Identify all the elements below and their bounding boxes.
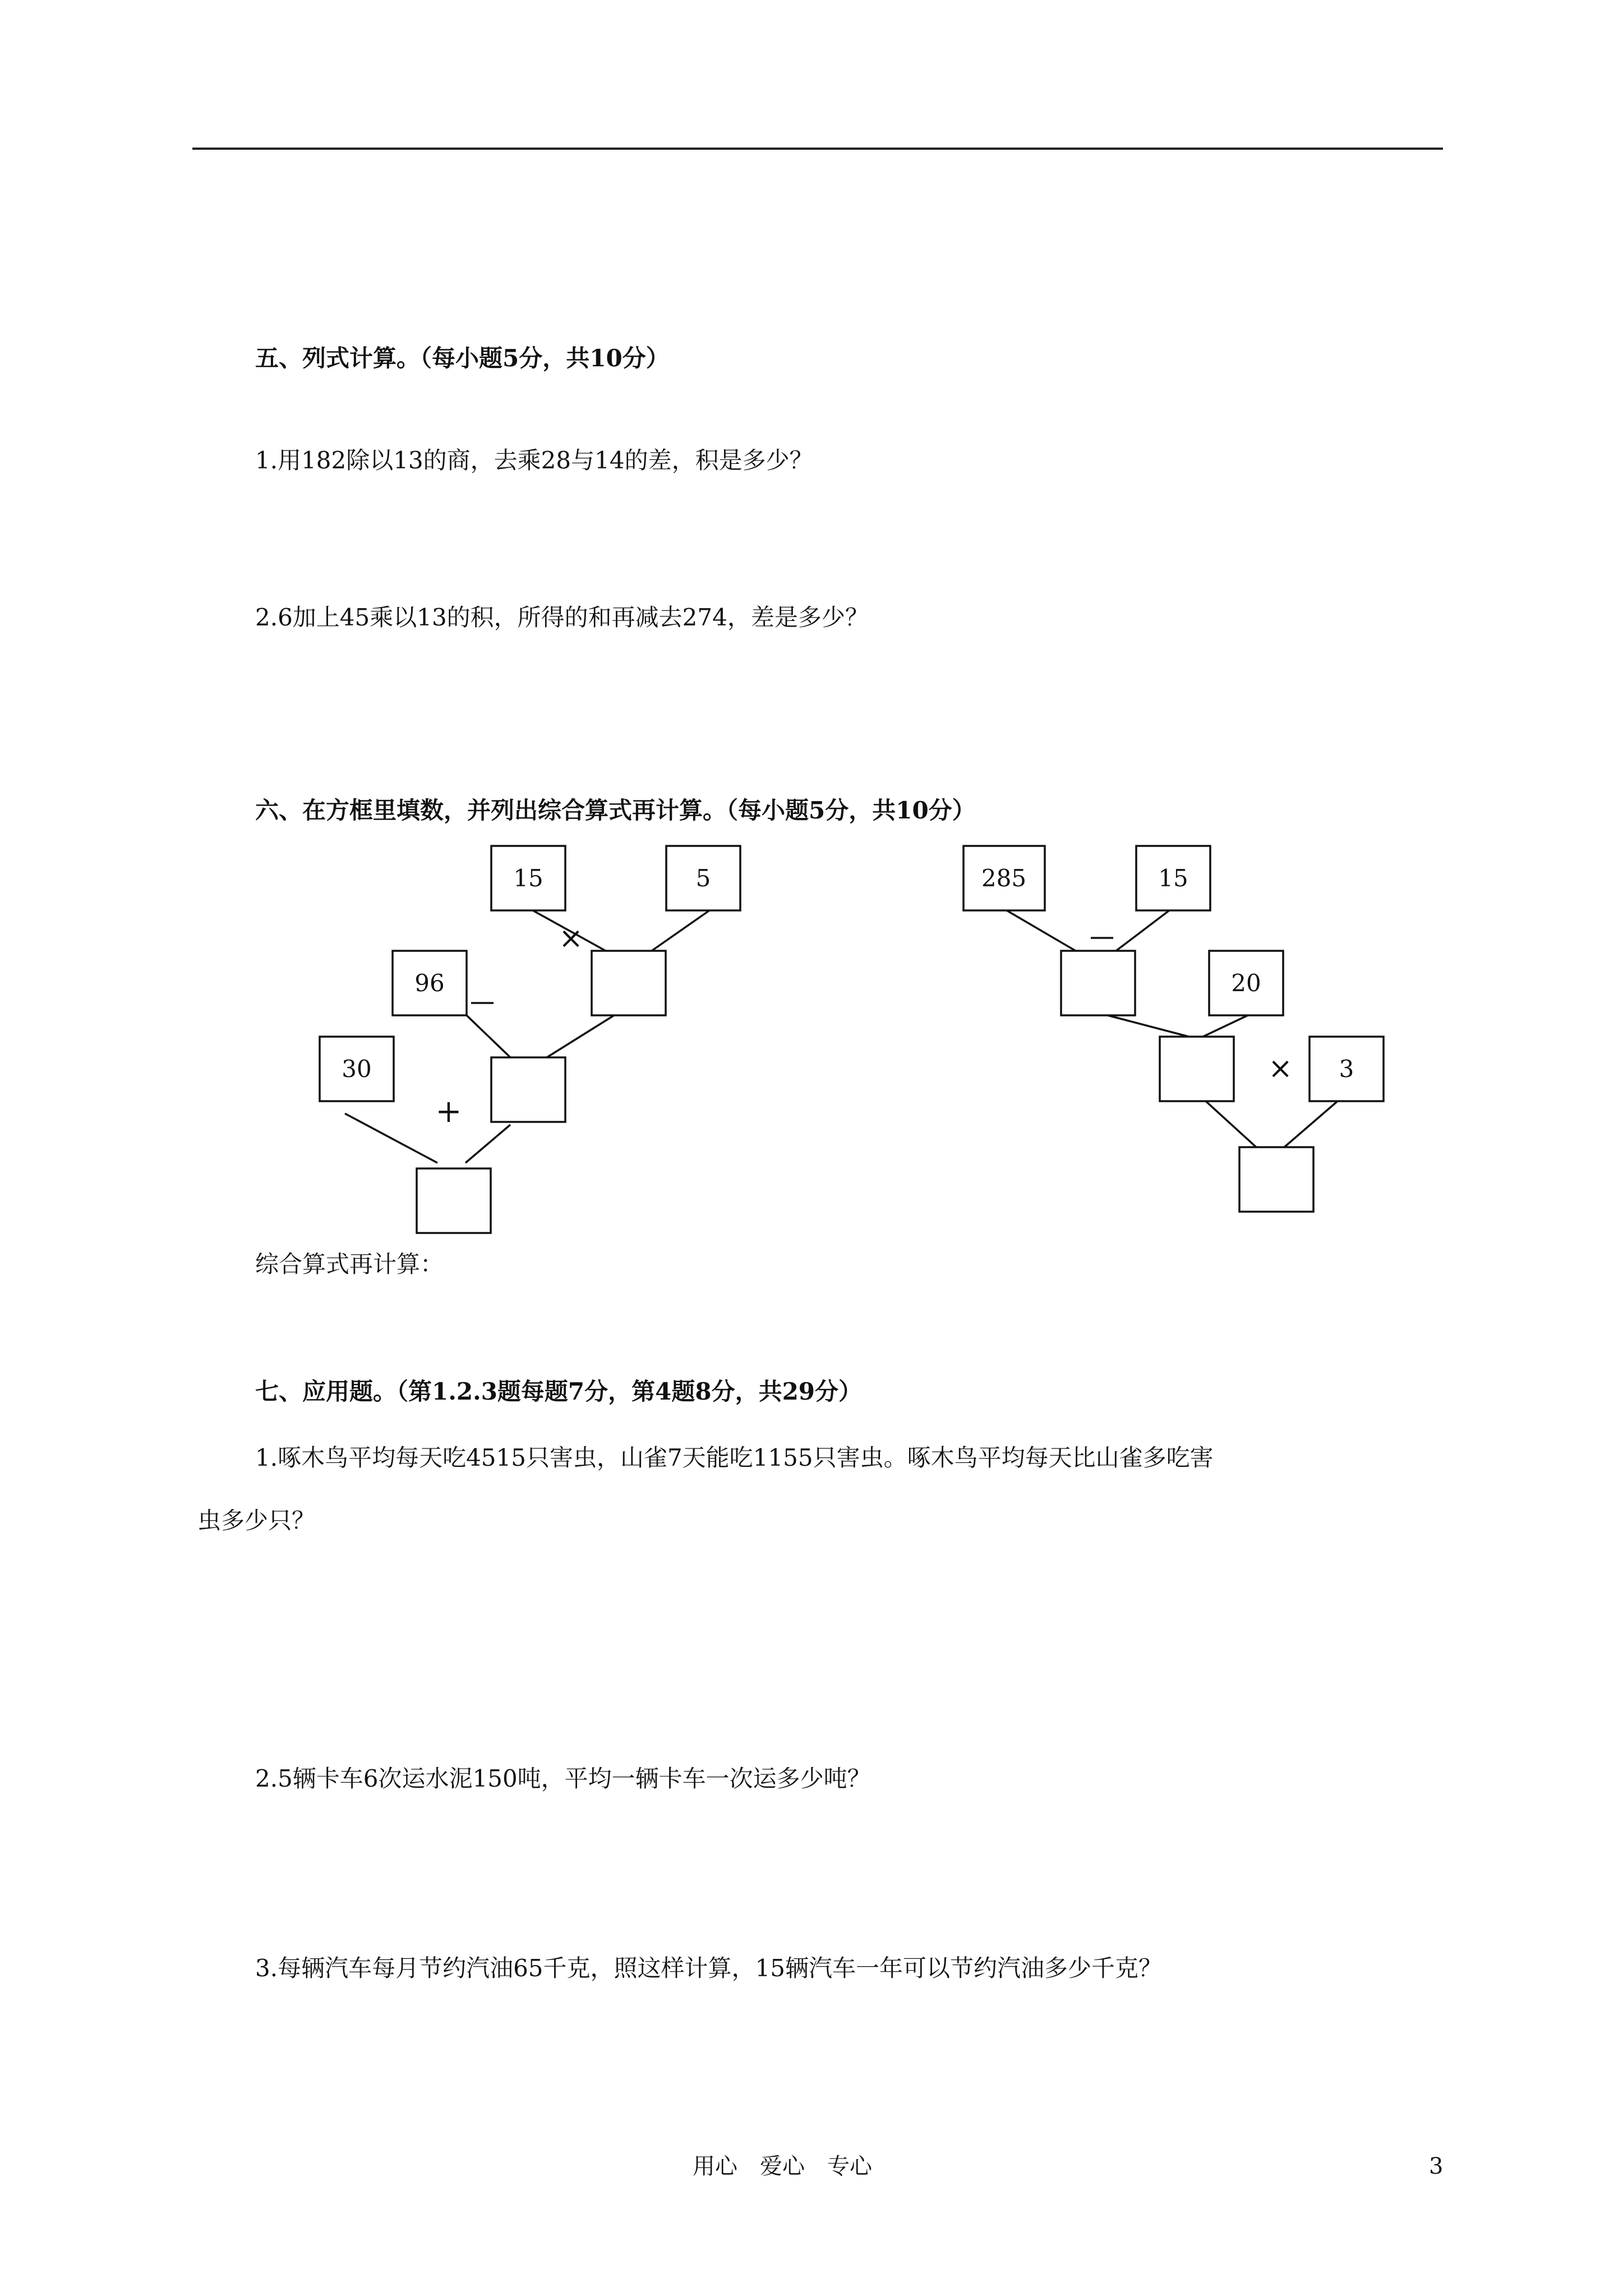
section7-question-1-line-2: 虫多少只？	[197, 1507, 316, 1534]
page-number: 3	[1429, 2154, 1444, 2179]
left-label-5: 5	[695, 864, 711, 892]
section5-question-2: 2.6加上45乘以13的积，所得的和再减去274，差是多少？	[255, 604, 869, 631]
left-box-result	[417, 1168, 491, 1233]
right-box-difference	[1061, 951, 1135, 1015]
right-label-15: 15	[1158, 864, 1188, 892]
section6-answer-label: 综合算式再计算：	[255, 1250, 444, 1278]
left-box-product	[592, 951, 666, 1015]
section6-heading: 六、在方框里填数，并列出综合算式再计算。（每小题5分，共10分）	[255, 797, 976, 824]
right-label-3: 3	[1339, 1055, 1354, 1083]
right-label-20: 20	[1231, 969, 1261, 997]
left-times-sign: ×	[559, 922, 583, 955]
section7-question-1-line-1: 1.啄木鸟平均每天吃4515只害虫，山雀7天能吃1155只害虫。啄木鸟平均每天比山雀多吃害	[255, 1444, 1214, 1471]
left-label-15: 15	[513, 864, 543, 892]
section7-question-2: 2.5辆卡车6次运水泥150吨，平均一辆卡车一次运多少吨？	[255, 1765, 871, 1792]
right-box-result	[1239, 1147, 1313, 1212]
section5-heading: 五、列式计算。（每小题5分，共10分）	[255, 344, 670, 372]
footer-motto: 用心 爱心 专心	[693, 2154, 872, 2179]
left-label-30: 30	[342, 1055, 372, 1083]
section7-heading: 七、应用题。（第1.2.3题每题7分，第4题8分，共29分）	[255, 1378, 863, 1405]
section5-question-1: 1.用182除以13的商，去乘28与14的差，积是多少？	[255, 447, 813, 474]
section7-question-3: 3.每辆汽车每月节约汽油65千克，照这样计算，15辆汽车一年可以节约汽油多少千克？	[255, 1954, 1162, 1982]
right-times-sign: ×	[1268, 1052, 1293, 1085]
right-box-sum	[1160, 1037, 1234, 1101]
left-label-96: 96	[414, 969, 445, 997]
right-label-285: 285	[981, 864, 1027, 892]
left-box-difference	[491, 1057, 565, 1122]
left-plus-sign: +	[435, 1093, 462, 1130]
